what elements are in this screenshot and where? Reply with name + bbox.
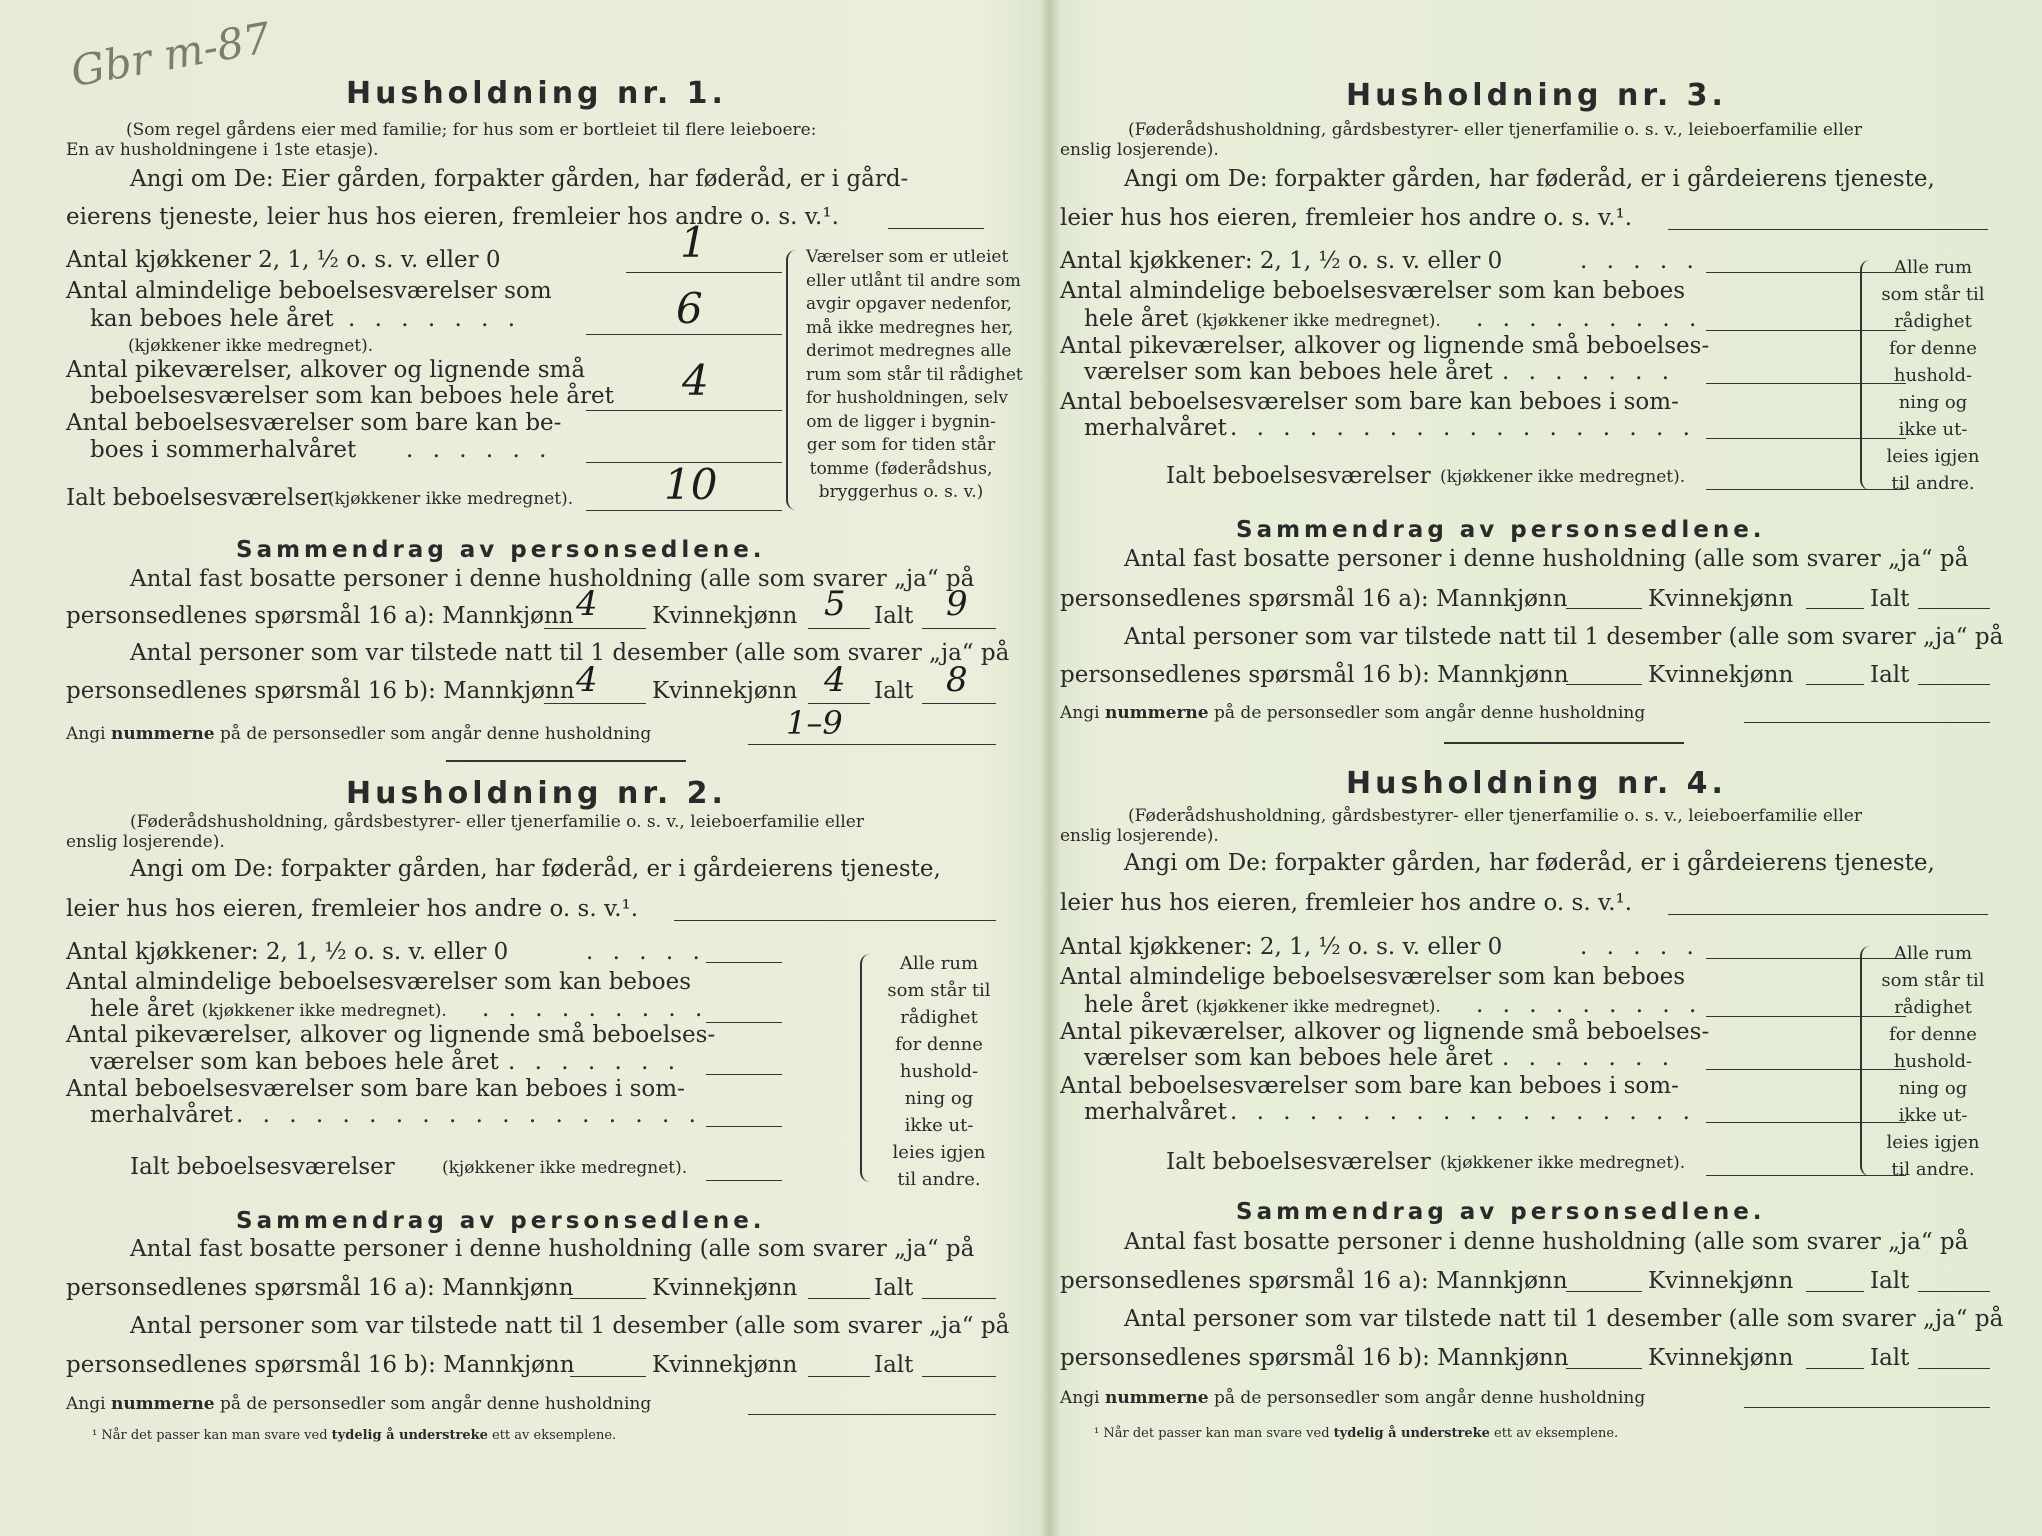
household-1-total-fill[interactable] xyxy=(586,510,782,511)
household-2-maid-fill[interactable] xyxy=(706,1074,782,1075)
household-3-total-note: (kjøkkener ikke medregnet). xyxy=(1440,467,1686,487)
household-2-s2-a: Antal personer som var tilstede natt til 1 desember (alle som svarer „ja“ på xyxy=(130,1313,1010,1339)
household-3-title: Husholdning nr. 3. xyxy=(1346,78,1727,113)
corner-annotation: Gbr m-87 xyxy=(67,12,275,97)
household-3-numbers-fill[interactable] xyxy=(1744,722,1990,723)
household-1-16a-male-fill[interactable] xyxy=(544,628,646,629)
right-page: Husholdning nr. 3. (Føderådshusholdning, gårdsbestyrer- eller tjenerfamilie o. s. v., leieboerfamilie eller enslig losjerende). Angi om De: forpakter gården, har føderåd, er i gårdeierens tjeneste, leier hus hos eieren, fremleier hos andre o. s. v.¹. Antal kjøkkener: 2, 1, ½ o. s. v. eller 0 . . . . . Antal almindelige beboelsesværelser som kan beboes hele året (kjøkkener ikke medregnet). . . . . . . . . . Antal pikeværelser, alkover og lignende små beboelses- værelser som kan beboes hele året . . . . . . . Antal beboelsesværelser som bare kan beboes i som- merhalvåret . . . . . . . . . . . . . . . . . . Ialt beboelsesværelser (kjøkkener ikke medregnet). Alle rum som står til rådighet for denne hushold- ning og ikke ut- leies igjen til andre. Sammendrag av personsedlene. Antal fast bosatte personer i denne husholdning (alle som svarer „ja“ på personsedlenes spørsmål 16 a): Mannkjønn Kvinnekjønn Ialt Antal personer som var tilstede natt til 1 desember (alle som svarer „ja“ på personsedlenes spørsmål 16 b): Mannkjønn Kvinnekjønn Ialt Angi nummerne på de personsedler som angår denne husholdning Husholdning nr. 4. (Føderådshusholdning, gårdsbestyrer- eller tjenerfamilie o. s. v., leieboerfamilie eller enslig losjerende). Angi om De: forpakter gården, har føderåd, er i gårdeierens tjeneste, leier hus hos eieren, fremleier hos andre o. s. v.¹. Antal kjøkkener: 2, 1, ½ o. s. v. eller 0 . . . . . Antal almindelige beboelsesværelser som kan beboes hele året (kjøkkener ikke medregnet). . . . . . . . . . Antal pikeværelser, alkover og lignende små beboelses- værelser som kan beboes hele året . . . . . . . Antal beboelsesværelser som bare kan beboes i som- merhalvåret . . . . . . . . . . . . . . . . . . Ialt beboelsesværelser (kjøkkener ikke medregnet). Alle rum som står til rådighet for denne hushold- ning og ikke ut- leies igjen til andre. Sammendrag av personsedlene. Antal fast bosatte personer i denne husholdning (alle som svarer „ja“ på personsedlenes spørsmål 16 a): Mannkjønn Kvinnekjønn Ialt Antal personer som var tilstede natt til 1 desember (alle som svarer „ja“ på personsedlenes spørsmål 16 b): Mannkjønn Kvinnekjønn Ialt Angi nummerne på de personsedler som angår denne husholdning ¹ Når det passer kan man svare ved tydelig å understreke ett av eksemplene. xyxy=(1060,78,2004,1441)
household-2-16a-male-fill[interactable] xyxy=(570,1298,646,1299)
household-1-kitchens-value: 1 xyxy=(680,218,707,267)
footnote-right: ¹ Når det passer kan man svare ved tydelig å understreke ett av eksemplene. xyxy=(1094,1426,1619,1441)
household-4-summary-title: Sammendrag av personsedlene. xyxy=(1236,1199,1766,1225)
household-1-numbers-value: 1–9 xyxy=(786,704,843,742)
household-4-s2-b: personsedlenes spørsmål 16 b): Mannkjønn xyxy=(1060,1345,1569,1371)
household-3-angi-fill[interactable] xyxy=(1668,229,1988,230)
household-2-kitchens-label: Antal kjøkkener: 2, 1, ½ o. s. v. eller 0 xyxy=(66,939,509,965)
household-2-s1-a: Antal fast bosatte personer i denne husholdning (alle som svarer „ja“ på xyxy=(130,1236,975,1262)
household-3-total-label: Ialt beboelsesværelser xyxy=(1166,463,1431,489)
household-4-total-label: Ialt beboelsesværelser xyxy=(1166,1149,1431,1175)
household-2-total-fill[interactable] xyxy=(706,1180,782,1181)
household-2-numbers-fill[interactable] xyxy=(748,1414,996,1415)
household-2-title: Husholdning nr. 2. xyxy=(346,776,727,811)
household-1-s1-a: Antal fast bosatte personer i denne husholdning (alle som svarer „ja“ på xyxy=(130,566,975,592)
household-3-note-2: enslig losjerende). xyxy=(1060,140,1219,160)
household-1-summer-label-a: Antal beboelsesværelser som bare kan be- xyxy=(66,410,562,436)
household-1-brace xyxy=(786,250,800,510)
household-4-s2-a: Antal personer som var tilstede natt til 1 desember (alle som svarer „ja“ på xyxy=(1124,1306,2004,1332)
household-1-16a-total-value: 9 xyxy=(946,584,968,624)
household-4-total-note: (kjøkkener ikke medregnet). xyxy=(1440,1153,1686,1173)
household-1-16b-male-fill[interactable] xyxy=(544,703,646,704)
household-4-side-note: Alle rum som står til rådighet for denne hushold- ning og ikke ut- leies igjen til andre. xyxy=(1881,943,1985,1180)
household-2-16b-male-fill[interactable] xyxy=(570,1376,646,1377)
household-1-16a-female-fill[interactable] xyxy=(808,628,870,629)
household-1-16b-total-fill[interactable] xyxy=(922,703,996,704)
household-4-kitchens-label: Antal kjøkkener: 2, 1, ½ o. s. v. eller 0 xyxy=(1060,934,1503,960)
household-2-summary-title: Sammendrag av personsedlene. xyxy=(236,1208,766,1234)
household-3-note-1: (Føderådshusholdning, gårdsbestyrer- eller tjenerfamilie o. s. v., leieboerfamilie eller xyxy=(1128,120,1862,140)
household-1-rooms-label-b: kan beboes hele året xyxy=(90,306,334,332)
household-4-summer-label-b: merhalvåret xyxy=(1084,1099,1227,1125)
household-4-numbers-fill[interactable] xyxy=(1744,1407,1990,1408)
household-2-note-1: (Føderådshusholdning, gårdsbestyrer- eller tjenerfamilie o. s. v., leieboerfamilie eller xyxy=(130,812,864,832)
household-4-numbers-label: Angi nummerne på de personsedler som angår denne husholdning xyxy=(1060,1388,1646,1408)
footnote-left: ¹ Når det passer kan man svare ved tydelig å understreke ett av eksemplene. xyxy=(92,1428,617,1443)
household-2-angi-1: Angi om De: forpakter gården, har føderåd, er i gårdeierens tjeneste, xyxy=(130,856,941,882)
household-2-angi-fill[interactable] xyxy=(674,920,996,921)
household-1-summer-label-b: boes i sommerhalvåret xyxy=(90,437,357,463)
household-1-numbers-fill[interactable] xyxy=(748,744,996,745)
household-2-kitchens-fill[interactable] xyxy=(706,962,782,963)
household-1-angi-fill[interactable] xyxy=(888,228,984,229)
household-1-side-note: Værelser som er utleiet eller utlånt til andre som avgir opgaver nedenfor, må ikke medregnes her, derimot medregnes alle rum som står til rådighet for husholdningen, selv om de ligger i bygnin- ger som for tiden står tomme (føderådshus, bryggerhus o. s. v.) xyxy=(806,247,1023,502)
household-1-rooms-fill[interactable] xyxy=(586,334,782,335)
household-3-s1-a: Antal fast bosatte personer i denne husholdning (alle som svarer „ja“ på xyxy=(1124,546,1969,572)
household-1-16a-female-value: 5 xyxy=(824,584,846,624)
household-3-s2-b: personsedlenes spørsmål 16 b): Mannkjønn xyxy=(1060,662,1569,688)
household-3-summer-label-a: Antal beboelsesværelser som bare kan beboes i som- xyxy=(1060,389,1679,415)
household-2-16a-female-fill[interactable] xyxy=(808,1298,870,1299)
separator-3-4 xyxy=(1444,742,1684,744)
household-3-16b-female-fill[interactable] xyxy=(1806,684,1864,685)
household-2-s1-b: personsedlenes spørsmål 16 a): Mannkjønn xyxy=(66,1275,574,1301)
household-2-rooms-label-a: Antal almindelige beboelsesværelser som kan beboes xyxy=(66,969,692,995)
household-3-angi-2: leier hus hos eieren, fremleier hos andre o. s. v.¹. xyxy=(1060,205,1633,231)
household-4-16a-male-fill[interactable] xyxy=(1566,1291,1642,1292)
household-2-numbers-label: Angi nummerne på de personsedler som angår denne husholdning xyxy=(66,1394,652,1414)
household-2-maid-label-a: Antal pikeværelser, alkover og lignende små beboelses- xyxy=(66,1022,716,1048)
household-3-16a-female-fill[interactable] xyxy=(1806,608,1864,609)
household-2-summer-label-b: merhalvåret xyxy=(90,1102,233,1128)
left-page: Husholdning nr. 1. (Som regel gårdens eier med familie; for hus som er bortleiet til flere leieboere: En av husholdningene i 1ste etasje). Angi om De: Eier gården, forpakter gården, har føderåd, er i gård- eierens tjeneste, leier hus hos eieren, fremleier hos andre o. s. v.¹. Antal kjøkkener 2, 1, ½ o. s. v. eller 0 1 Antal almindelige beboelsesværelser som kan beboes hele året . . . . . . . 6 (kjøkkener ikke medregnet). Antal pikeværelser, alkover og lignende små beboelsesværelser som kan beboes hele året 4 Antal beboelsesværelser som bare kan be- boes i sommerhalvåret . . . . . . Ialt beboelsesværelser (kjøkkener ikke medregnet). 10 Værelser som er utleiet eller utlånt til andre som avgir opgaver nedenfor, må ikke medregnes her, derimot medregnes alle rum som står til rådighet for husholdningen, selv om de ligger i bygnin- ger som for tiden står tomme (føderådshus, bryggerhus o. s. v.) Sammendrag av personsedlene. Antal fast bosatte personer i denne husholdning (alle som svarer „ja“ på personsedlenes spørsmål 16 a): Mannkjønn 4 Kvinnekjønn 5 Ialt 9 Antal personer som var tilstede natt til 1 desember (alle som svarer „ja“ på personsedlenes spørsmål 16 b): Mannkjønn 4 Kvinnekjønn 4 Ialt 8 Angi nummerne på de personsedler som angår denne husholdning 1–9 Husholdning nr. 2. (Føderådshusholdning, gårdsbestyrer- eller tjenerfamilie o. s. v., leieboerfamilie eller enslig losjerende). Angi om De: forpakter gården, har føderåd, er i gårdeierens tjeneste, leier hus hos eieren, fremleier hos andre o. s. v.¹. Antal kjøkkener: 2, 1, ½ o. s. v. eller 0 . . . . . Antal almindelige beboelsesværelser som kan beboes hele året (kjøkkener ikke medregnet). . . . . . . . . . Antal pikeværelser, alkover og lignende små beboelses- værelser som kan beboes hele året . . . . . . . Antal beboelsesværelser som bare kan beboes i som- merhalvåret . . . . . . . . . . . . . . . . . . Ialt beboelsesværelser (kjøkkener ikke medregnet). Alle rum som står til rådighet for denne hushold- ning og ikke ut- leies igjen til andre. Sammendrag av personsedlene. Antal fast bosatte personer i denne husholdning (alle som svarer „ja“ på personsedlenes spørsmål 16 a): Mannkjønn Kvinnekjønn Ialt Antal personer som var tilstede natt til 1 desember (alle som svarer „ja“ på personsedlenes spørsmål 16 b): Mannkjønn Kvinnekjønn Ialt Angi nummerne på de personsedler som angår denne husholdning ¹ Når det passer kan man svare ved tydelig å understreke ett av eksemplene. xyxy=(66,76,1023,1443)
household-2-side-note: Alle rum som står til rådighet for denne hushold- ning og ikke ut- leies igjen til andre. xyxy=(887,953,991,1190)
household-4-angi-fill[interactable] xyxy=(1668,914,1988,915)
household-4-16b-male-fill[interactable] xyxy=(1566,1368,1642,1369)
household-2-rooms-label-b: hele året (kjøkkener ikke medregnet). xyxy=(90,996,447,1022)
household-2-note-2: enslig losjerende). xyxy=(66,832,225,852)
household-1-s2-b: personsedlenes spørsmål 16 b): Mannkjønn xyxy=(66,678,575,704)
household-1-note-1: (Som regel gårdens eier med familie; for hus som er bortleiet til flere leieboere: xyxy=(126,120,817,140)
household-4-16a-total-fill[interactable] xyxy=(1918,1291,1990,1292)
household-2-total-label: Ialt beboelsesværelser xyxy=(130,1154,395,1180)
household-2-s2-b: personsedlenes spørsmål 16 b): Mannkjønn xyxy=(66,1352,575,1378)
household-2-16b-total-fill[interactable] xyxy=(922,1376,996,1377)
separator-1-2 xyxy=(446,760,686,762)
household-3-angi-1: Angi om De: forpakter gården, har føderåd, er i gårdeierens tjeneste, xyxy=(1124,166,1935,192)
household-1-kitchens-label: Antal kjøkkener 2, 1, ½ o. s. v. eller 0 xyxy=(66,247,501,273)
household-2-16b-female-fill[interactable] xyxy=(808,1376,870,1377)
household-1-total-value: 10 xyxy=(664,460,718,509)
household-3-maid-label-a: Antal pikeværelser, alkover og lignende små beboelses- xyxy=(1060,333,1710,359)
household-2-maid-label-b: værelser som kan beboes hele året xyxy=(90,1049,499,1075)
page-fold xyxy=(1040,0,1060,1536)
household-2-16a-total-fill[interactable] xyxy=(922,1298,996,1299)
household-4-maid-label-b: værelser som kan beboes hele året xyxy=(1084,1045,1493,1071)
household-3-s1-b: personsedlenes spørsmål 16 a): Mannkjønn xyxy=(1060,586,1568,612)
household-4-summer-label-a: Antal beboelsesværelser som bare kan beboes i som- xyxy=(1060,1073,1679,1099)
household-1-16b-total-value: 8 xyxy=(946,660,968,700)
household-3-summer-label-b: merhalvåret xyxy=(1084,415,1227,441)
household-4-16b-female-fill[interactable] xyxy=(1806,1368,1864,1369)
household-4-angi-1: Angi om De: forpakter gården, har føderåd, er i gårdeierens tjeneste, xyxy=(1124,850,1935,876)
household-1-maid-label-a: Antal pikeværelser, alkover og lignende små xyxy=(66,357,586,383)
household-3-rooms-label-a: Antal almindelige beboelsesværelser som kan beboes xyxy=(1060,278,1686,304)
household-1-total-note: (kjøkkener ikke medregnet). xyxy=(328,489,574,509)
household-1-summary-title: Sammendrag av personsedlene. xyxy=(236,537,766,563)
household-3-16a-male-fill[interactable] xyxy=(1566,608,1642,609)
household-2-angi-2: leier hus hos eieren, fremleier hos andre o. s. v.¹. xyxy=(66,896,639,922)
household-4-rooms-label-b: hele året (kjøkkener ikke medregnet). xyxy=(1084,992,1441,1018)
household-3-rooms-label-b: hele året (kjøkkener ikke medregnet). xyxy=(1084,306,1441,332)
household-2-summer-fill[interactable] xyxy=(706,1126,782,1127)
household-1-rooms-value: 6 xyxy=(676,284,703,333)
household-3-16b-total-fill[interactable] xyxy=(1918,684,1990,685)
household-4-s1-a: Antal fast bosatte personer i denne husholdning (alle som svarer „ja“ på xyxy=(1124,1229,1969,1255)
household-3-16b-male-fill[interactable] xyxy=(1566,684,1642,685)
household-1-s2-a: Antal personer som var tilstede natt til 1 desember (alle som svarer „ja“ på xyxy=(130,640,1010,666)
household-1-note-2: En av husholdningene i 1ste etasje). xyxy=(66,140,379,160)
household-4-rooms-label-a: Antal almindelige beboelsesværelser som kan beboes xyxy=(1060,964,1686,990)
household-3-summary-title: Sammendrag av personsedlene. xyxy=(1236,517,1766,543)
household-3-side-note: Alle rum som står til rådighet for denne hushold- ning og ikke ut- leies igjen til andre. xyxy=(1881,257,1985,494)
household-4-16a-female-fill[interactable] xyxy=(1806,1291,1864,1292)
household-1-s1-b: personsedlenes spørsmål 16 a): Mannkjønn xyxy=(66,603,574,629)
household-1-angi-1: Angi om De: Eier gården, forpakter gården, har føderåd, er i gård- xyxy=(130,166,909,192)
household-1-maid-label-b: beboelsesværelser som kan beboes hele året xyxy=(90,383,614,409)
household-1-16b-female-value: 4 xyxy=(824,660,846,700)
household-1-total-label: Ialt beboelsesværelser xyxy=(66,485,331,511)
household-3-16a-total-fill[interactable] xyxy=(1918,608,1990,609)
household-2-brace xyxy=(860,954,874,1182)
household-3-s2-a: Antal personer som var tilstede natt til 1 desember (alle som svarer „ja“ på xyxy=(1124,624,2004,650)
household-1-rooms-label-a: Antal almindelige beboelsesværelser som xyxy=(66,278,552,304)
household-4-angi-2: leier hus hos eieren, fremleier hos andre o. s. v.¹. xyxy=(1060,890,1633,916)
household-4-maid-label-a: Antal pikeværelser, alkover og lignende små beboelses- xyxy=(1060,1019,1710,1045)
household-1-maid-fill[interactable] xyxy=(586,410,782,411)
household-3-numbers-label: Angi nummerne på de personsedler som angår denne husholdning xyxy=(1060,703,1646,723)
household-2-summer-label-a: Antal beboelsesværelser som bare kan beboes i som- xyxy=(66,1076,685,1102)
household-1-16a-male-value: 4 xyxy=(576,584,598,624)
household-3-kitchens-label: Antal kjøkkener: 2, 1, ½ o. s. v. eller 0 xyxy=(1060,248,1503,274)
household-1-kitchens-fill[interactable] xyxy=(626,272,782,273)
household-1-title: Husholdning nr. 1. xyxy=(346,76,727,111)
household-1-angi-2: eierens tjeneste, leier hus hos eieren, fremleier hos andre o. s. v.¹. xyxy=(66,204,839,230)
household-1-16a-total-fill[interactable] xyxy=(922,628,996,629)
household-2-total-note: (kjøkkener ikke medregnet). xyxy=(442,1158,688,1178)
household-1-numbers-label: Angi nummerne på de personsedler som angår denne husholdning xyxy=(66,724,652,744)
household-1-16b-male-value: 4 xyxy=(576,660,598,700)
household-4-16b-total-fill[interactable] xyxy=(1918,1368,1990,1369)
household-4-s1-b: personsedlenes spørsmål 16 a): Mannkjønn xyxy=(1060,1268,1568,1294)
household-2-rooms-fill[interactable] xyxy=(706,1022,782,1023)
household-1-rooms-note: (kjøkkener ikke medregnet). xyxy=(128,336,374,356)
household-4-note-2: enslig losjerende). xyxy=(1060,826,1219,846)
household-3-maid-label-b: værelser som kan beboes hele året xyxy=(1084,359,1493,385)
household-1-maid-value: 4 xyxy=(682,356,709,405)
household-4-title: Husholdning nr. 4. xyxy=(1346,766,1727,801)
household-4-note-1: (Føderådshusholdning, gårdsbestyrer- eller tjenerfamilie o. s. v., leieboerfamilie eller xyxy=(1128,806,1862,826)
